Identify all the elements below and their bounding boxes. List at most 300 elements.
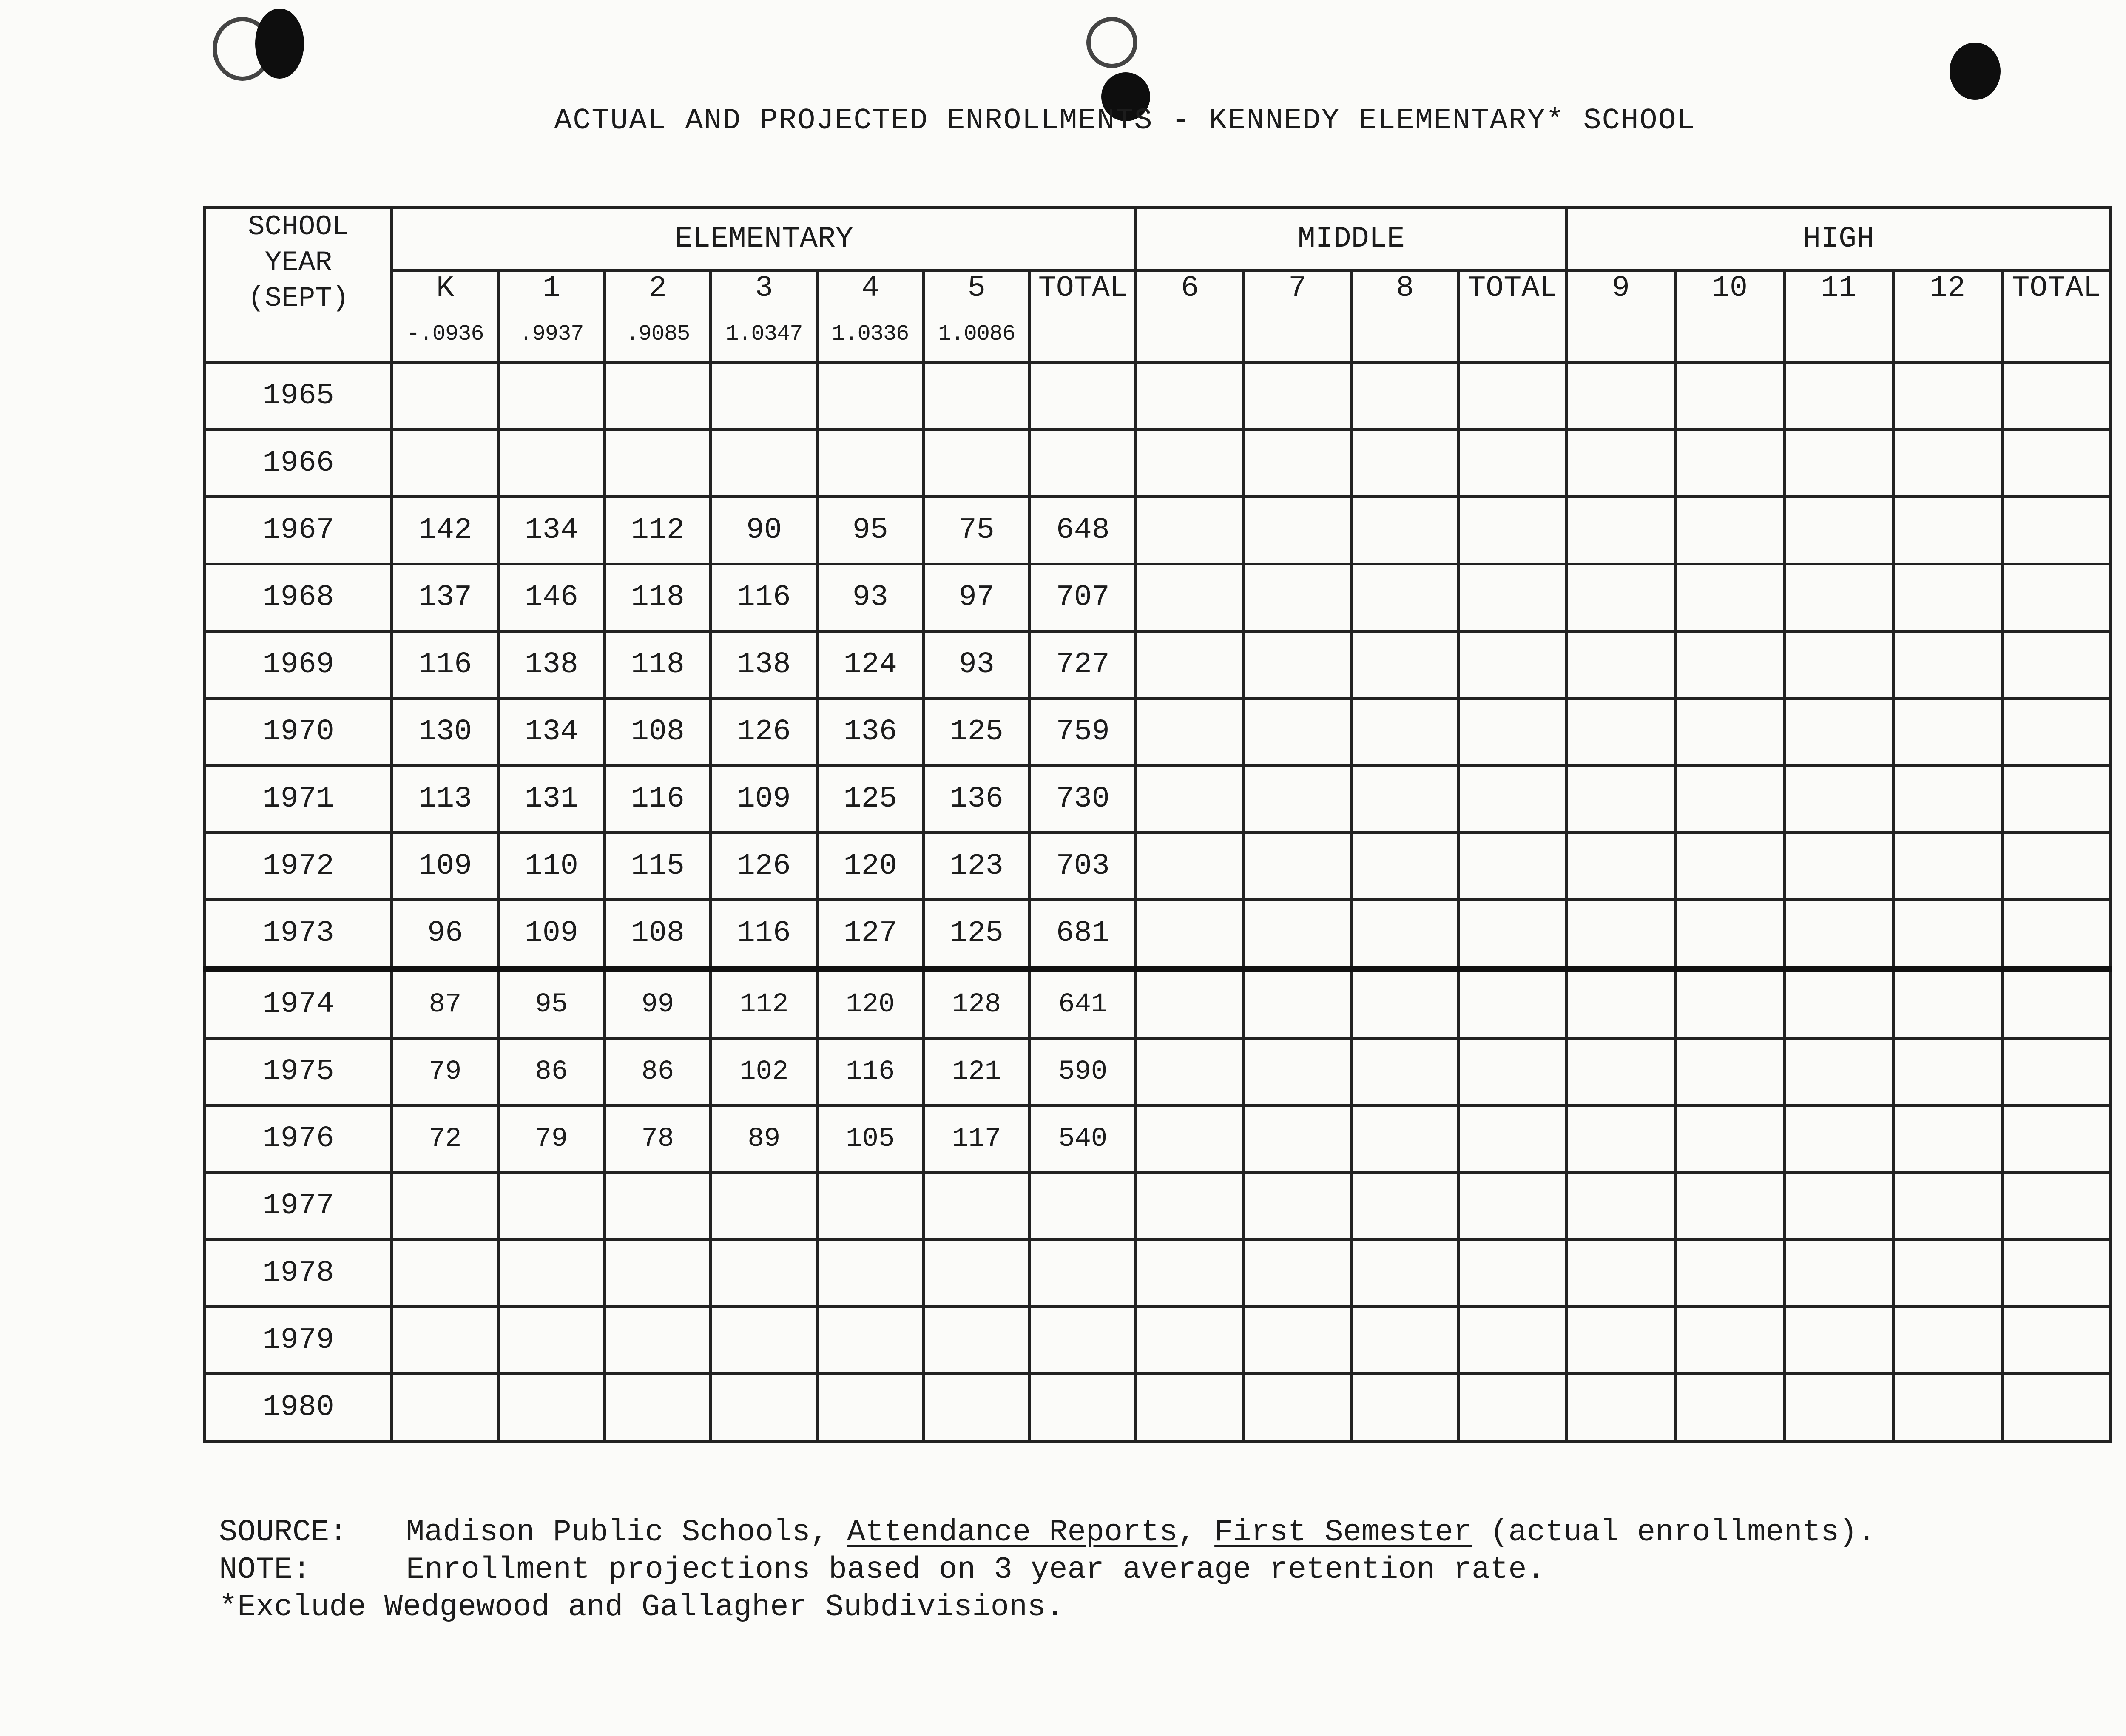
high-cell <box>1893 564 2002 631</box>
table-row <box>205 1307 2111 1374</box>
high-cell <box>1893 1038 2002 1105</box>
elementary-cell: 136 <box>924 766 1030 833</box>
elementary-cell: 105 <box>817 1105 924 1173</box>
elementary-cell: 590 <box>1030 1038 1136 1105</box>
high-cell <box>2002 497 2111 564</box>
elementary-cell: 95 <box>817 497 924 564</box>
high-cell <box>1784 497 1893 564</box>
middle-cell <box>1351 430 1459 497</box>
retention-rate: 1.0347 <box>725 321 803 347</box>
year-cell: 1968 <box>205 564 392 631</box>
elementary-cell: 95 <box>498 969 605 1038</box>
high-cell <box>1893 833 2002 900</box>
elementary-cell: 97 <box>924 564 1030 631</box>
elementary-cell: 116 <box>392 631 498 699</box>
grade-label: TOTAL <box>1468 272 1558 305</box>
middle-cell <box>1459 900 1566 969</box>
high-cell <box>1784 564 1893 631</box>
elementary-cell: 128 <box>924 969 1030 1038</box>
high-cell <box>1784 699 1893 766</box>
year-cell: 1972 <box>205 833 392 900</box>
elementary-cell: 96 <box>392 900 498 969</box>
elementary-cell: 134 <box>498 699 605 766</box>
elementary-cell: 120 <box>817 969 924 1038</box>
middle-cell <box>1244 1173 1351 1240</box>
elementary-cell <box>392 1173 498 1240</box>
high-cell <box>2002 1105 2111 1173</box>
middle-cell <box>1136 631 1244 699</box>
middle-cell <box>1136 1307 1244 1374</box>
high-cell <box>1675 1038 1784 1105</box>
table-row <box>205 631 2111 699</box>
elementary-cell: 87 <box>392 969 498 1038</box>
middle-cell <box>1244 430 1351 497</box>
grade-label: 7 <box>1288 272 1307 305</box>
high-cell <box>2002 631 2111 699</box>
elementary-cell: 116 <box>817 1038 924 1105</box>
grade-label: 10 <box>1711 272 1748 305</box>
grade-header-cell <box>2002 270 2111 363</box>
high-cell <box>1893 1307 2002 1374</box>
grade-label: 8 <box>1396 272 1414 305</box>
elementary-cell: 648 <box>1030 497 1136 564</box>
school-year-header-line2: YEAR <box>264 247 332 278</box>
high-cell <box>1784 900 1893 969</box>
elementary-cell <box>498 1240 605 1307</box>
elementary-cell: 93 <box>924 631 1030 699</box>
middle-cell <box>1351 497 1459 564</box>
source-first-semester: First Semester <box>1214 1515 1472 1550</box>
middle-cell <box>1351 833 1459 900</box>
grade-header-cell <box>1136 270 1244 363</box>
high-cell <box>2002 833 2111 900</box>
middle-cell <box>1351 900 1459 969</box>
retention-rate: .9937 <box>519 321 584 347</box>
table-row <box>205 969 2111 1038</box>
elementary-cell <box>605 1374 711 1441</box>
middle-cell <box>1244 1374 1351 1441</box>
elementary-cell: 123 <box>924 833 1030 900</box>
middle-cell <box>1459 564 1566 631</box>
elementary-cell <box>711 1374 817 1441</box>
high-cell <box>1784 1240 1893 1307</box>
high-cell <box>1675 766 1784 833</box>
table-row <box>205 497 2111 564</box>
middle-cell <box>1459 1038 1566 1105</box>
table-row <box>205 1038 2111 1105</box>
high-cell <box>1675 699 1784 766</box>
elementary-cell <box>924 1374 1030 1441</box>
high-cell <box>1675 969 1784 1038</box>
grade-label: TOTAL <box>1038 272 1128 305</box>
elementary-cell <box>817 430 924 497</box>
high-cell <box>1675 430 1784 497</box>
table-row <box>205 1374 2111 1441</box>
grade-label: 6 <box>1181 272 1199 305</box>
elementary-cell: 138 <box>711 631 817 699</box>
elementary-cell: 142 <box>392 497 498 564</box>
middle-cell <box>1136 900 1244 969</box>
high-cell <box>1784 430 1893 497</box>
elementary-cell <box>605 430 711 497</box>
elementary-cell: 730 <box>1030 766 1136 833</box>
table-row <box>205 1173 2111 1240</box>
elementary-cell: 86 <box>498 1038 605 1105</box>
middle-cell <box>1136 497 1244 564</box>
school-year-header-line3: (SEPT) <box>247 282 349 314</box>
elementary-cell: 109 <box>392 833 498 900</box>
elementary-cell <box>392 1374 498 1441</box>
middle-cell <box>1136 1105 1244 1173</box>
middle-cell <box>1244 1307 1351 1374</box>
grade-header-cell <box>1030 270 1136 363</box>
grade-label: 2 <box>648 272 667 305</box>
middle-cell <box>1351 1307 1459 1374</box>
elementary-cell <box>392 1307 498 1374</box>
elementary-cell: 118 <box>605 631 711 699</box>
year-cell: 1974 <box>205 969 392 1038</box>
high-cell <box>1675 900 1784 969</box>
middle-cell <box>1459 833 1566 900</box>
high-cell <box>1566 1374 1675 1441</box>
exclude-text: *Exclude Wedgewood and Gallagher Subdivisions. <box>219 1590 1064 1625</box>
elementary-group-header: ELEMENTARY <box>392 208 1136 270</box>
grade-label: 5 <box>967 272 986 305</box>
elementary-cell: 115 <box>605 833 711 900</box>
high-cell <box>2002 1374 2111 1441</box>
elementary-cell: 113 <box>392 766 498 833</box>
elementary-cell <box>605 1240 711 1307</box>
middle-cell <box>1351 1173 1459 1240</box>
school-year-header-line1: SCHOOL <box>247 211 349 243</box>
high-cell <box>1784 1038 1893 1105</box>
grade-header-cell <box>1459 270 1566 363</box>
high-cell <box>2002 969 2111 1038</box>
middle-cell <box>1244 969 1351 1038</box>
note-line <box>219 1551 2126 1588</box>
elementary-cell: 759 <box>1030 699 1136 766</box>
middle-cell <box>1459 1173 1566 1240</box>
elementary-cell: 118 <box>605 564 711 631</box>
retention-rate: 1.0336 <box>832 321 909 347</box>
punch-hole-center-ring <box>1086 17 1137 68</box>
grade-header-cell <box>1784 270 1893 363</box>
grade-label: K <box>436 272 454 305</box>
source-text: Madison Public Schools, <box>406 1515 847 1550</box>
elementary-cell: 116 <box>711 564 817 631</box>
table-row <box>205 766 2111 833</box>
elementary-cell <box>711 363 817 430</box>
middle-cell <box>1136 430 1244 497</box>
middle-cell <box>1136 564 1244 631</box>
high-cell <box>1566 1038 1675 1105</box>
middle-cell <box>1351 1240 1459 1307</box>
elementary-cell: 108 <box>605 699 711 766</box>
high-cell <box>1675 631 1784 699</box>
high-cell <box>2002 1240 2111 1307</box>
elementary-cell: 130 <box>392 699 498 766</box>
elementary-cell: 131 <box>498 766 605 833</box>
high-cell <box>1566 363 1675 430</box>
elementary-cell <box>817 1307 924 1374</box>
year-cell: 1978 <box>205 1240 392 1307</box>
middle-cell <box>1459 766 1566 833</box>
elementary-cell <box>498 1173 605 1240</box>
middle-cell <box>1351 1374 1459 1441</box>
elementary-cell: 99 <box>605 969 711 1038</box>
grade-label: 4 <box>861 272 879 305</box>
elementary-cell <box>605 1307 711 1374</box>
punch-hole-right <box>1950 43 2001 100</box>
grade-header-cell <box>711 270 817 363</box>
high-cell <box>1566 699 1675 766</box>
elementary-cell <box>817 1374 924 1441</box>
middle-cell <box>1351 1105 1459 1173</box>
high-cell <box>1893 363 2002 430</box>
elementary-cell: 125 <box>817 766 924 833</box>
elementary-cell <box>924 430 1030 497</box>
middle-cell <box>1136 833 1244 900</box>
middle-cell <box>1244 766 1351 833</box>
elementary-cell: 121 <box>924 1038 1030 1105</box>
source-label: SOURCE: <box>219 1515 348 1550</box>
high-cell <box>1566 564 1675 631</box>
grade-header-cell <box>817 270 924 363</box>
middle-cell <box>1459 969 1566 1038</box>
middle-cell <box>1459 699 1566 766</box>
middle-cell <box>1459 631 1566 699</box>
year-cell: 1969 <box>205 631 392 699</box>
middle-cell <box>1244 1240 1351 1307</box>
elementary-cell <box>498 1374 605 1441</box>
middle-cell <box>1351 631 1459 699</box>
grade-header-cell <box>1566 270 1675 363</box>
elementary-cell <box>711 1173 817 1240</box>
high-cell <box>1566 766 1675 833</box>
high-cell <box>1784 969 1893 1038</box>
elementary-cell <box>817 1173 924 1240</box>
high-cell <box>1893 631 2002 699</box>
table-row <box>205 900 2111 969</box>
middle-cell <box>1244 833 1351 900</box>
high-cell <box>1566 1105 1675 1173</box>
middle-cell <box>1244 900 1351 969</box>
footer-notes <box>219 1514 2126 1626</box>
elementary-cell <box>392 430 498 497</box>
punch-hole-left-fill <box>255 9 304 79</box>
elementary-cell <box>711 1307 817 1374</box>
elementary-cell <box>392 363 498 430</box>
elementary-cell: 125 <box>924 699 1030 766</box>
high-cell <box>1893 1374 2002 1441</box>
middle-cell <box>1459 1307 1566 1374</box>
middle-cell <box>1136 363 1244 430</box>
table-row <box>205 430 2111 497</box>
high-cell <box>1784 363 1893 430</box>
grade-header-row <box>205 270 2111 363</box>
elementary-cell <box>711 430 817 497</box>
year-cell: 1973 <box>205 900 392 969</box>
note-text: Enrollment projections based on 3 year average retention rate. <box>406 1552 1545 1587</box>
note-label: NOTE: <box>219 1552 311 1587</box>
enrollment-table <box>203 206 2112 1443</box>
high-cell <box>1784 1307 1893 1374</box>
elementary-cell <box>817 363 924 430</box>
elementary-cell <box>817 1240 924 1307</box>
elementary-cell <box>498 1307 605 1374</box>
elementary-cell: 540 <box>1030 1105 1136 1173</box>
elementary-cell <box>392 1240 498 1307</box>
elementary-cell <box>1030 1374 1136 1441</box>
elementary-cell: 75 <box>924 497 1030 564</box>
high-cell <box>1675 1173 1784 1240</box>
elementary-cell <box>1030 1173 1136 1240</box>
high-cell <box>1893 1173 2002 1240</box>
middle-cell <box>1459 363 1566 430</box>
elementary-cell <box>498 430 605 497</box>
high-cell <box>2002 1173 2111 1240</box>
middle-cell <box>1136 1374 1244 1441</box>
elementary-cell: 112 <box>711 969 817 1038</box>
elementary-cell: 90 <box>711 497 817 564</box>
elementary-cell: 79 <box>392 1038 498 1105</box>
high-cell <box>1566 900 1675 969</box>
middle-cell <box>1351 564 1459 631</box>
enrollment-table-body <box>205 363 2111 1441</box>
elementary-cell: 117 <box>924 1105 1030 1173</box>
high-cell <box>1784 833 1893 900</box>
grade-header-cell <box>924 270 1030 363</box>
high-cell <box>1566 497 1675 564</box>
elementary-cell: 109 <box>711 766 817 833</box>
high-cell <box>2002 564 2111 631</box>
elementary-cell: 110 <box>498 833 605 900</box>
high-cell <box>1893 1105 2002 1173</box>
high-cell <box>2002 363 2111 430</box>
elementary-cell <box>924 1307 1030 1374</box>
high-cell <box>2002 430 2111 497</box>
middle-cell <box>1459 497 1566 564</box>
middle-cell <box>1244 631 1351 699</box>
middle-cell <box>1136 1038 1244 1105</box>
high-cell <box>1566 430 1675 497</box>
elementary-cell: 79 <box>498 1105 605 1173</box>
high-cell <box>1566 1307 1675 1374</box>
middle-cell <box>1351 699 1459 766</box>
year-cell: 1971 <box>205 766 392 833</box>
high-cell <box>1675 1307 1784 1374</box>
middle-cell <box>1244 363 1351 430</box>
elementary-cell: 125 <box>924 900 1030 969</box>
high-cell <box>1566 969 1675 1038</box>
grade-label: 3 <box>755 272 773 305</box>
elementary-cell <box>605 1173 711 1240</box>
middle-cell <box>1244 1038 1351 1105</box>
year-cell: 1976 <box>205 1105 392 1173</box>
high-cell <box>1893 766 2002 833</box>
middle-cell <box>1244 1105 1351 1173</box>
high-cell <box>1675 497 1784 564</box>
high-cell <box>1893 497 2002 564</box>
source-separator: , <box>1177 1515 1215 1550</box>
high-cell <box>1784 631 1893 699</box>
table-row <box>205 564 2111 631</box>
middle-cell <box>1459 430 1566 497</box>
elementary-cell <box>1030 363 1136 430</box>
grade-label: 12 <box>1930 272 1966 305</box>
grade-label: TOTAL <box>2012 272 2101 305</box>
elementary-cell <box>605 363 711 430</box>
year-cell: 1970 <box>205 699 392 766</box>
exclude-line <box>219 1588 2126 1626</box>
high-cell <box>1893 969 2002 1038</box>
year-cell: 1977 <box>205 1173 392 1240</box>
elementary-cell: 707 <box>1030 564 1136 631</box>
elementary-cell: 116 <box>605 766 711 833</box>
year-cell: 1967 <box>205 497 392 564</box>
middle-cell <box>1351 766 1459 833</box>
high-cell <box>1566 1173 1675 1240</box>
high-cell <box>1566 833 1675 900</box>
high-cell <box>1784 766 1893 833</box>
grade-header-cell <box>1244 270 1351 363</box>
high-cell <box>1566 631 1675 699</box>
high-cell <box>1675 1374 1784 1441</box>
middle-cell <box>1244 497 1351 564</box>
high-cell <box>1893 1240 2002 1307</box>
elementary-cell <box>924 1173 1030 1240</box>
middle-cell <box>1136 699 1244 766</box>
high-cell <box>1893 430 2002 497</box>
middle-cell <box>1136 969 1244 1038</box>
elementary-cell: 93 <box>817 564 924 631</box>
high-cell <box>1675 564 1784 631</box>
middle-cell <box>1351 1038 1459 1105</box>
elementary-cell: 727 <box>1030 631 1136 699</box>
grade-header-cell <box>1351 270 1459 363</box>
table-row <box>205 1105 2111 1173</box>
page-title: ACTUAL AND PROJECTED ENROLLMENTS - KENNEDY ELEMENTARY* SCHOOL <box>554 104 1696 138</box>
grade-label: 9 <box>1612 272 1630 305</box>
high-cell <box>1893 900 2002 969</box>
year-cell: 1979 <box>205 1307 392 1374</box>
elementary-cell: 146 <box>498 564 605 631</box>
retention-rate: .9085 <box>625 321 690 347</box>
elementary-cell: 138 <box>498 631 605 699</box>
middle-cell <box>1351 363 1459 430</box>
elementary-cell: 108 <box>605 900 711 969</box>
middle-cell <box>1244 699 1351 766</box>
elementary-cell: 116 <box>711 900 817 969</box>
elementary-cell <box>498 363 605 430</box>
elementary-cell: 109 <box>498 900 605 969</box>
elementary-cell: 120 <box>817 833 924 900</box>
middle-cell <box>1351 969 1459 1038</box>
source-suffix: (actual enrollments). <box>1472 1515 1876 1550</box>
high-cell <box>1784 1105 1893 1173</box>
high-cell <box>2002 1038 2111 1105</box>
high-cell <box>1784 1173 1893 1240</box>
elementary-cell: 124 <box>817 631 924 699</box>
grade-label: 11 <box>1821 272 1857 305</box>
year-cell: 1980 <box>205 1374 392 1441</box>
elementary-cell: 126 <box>711 699 817 766</box>
elementary-cell: 102 <box>711 1038 817 1105</box>
year-cell: 1966 <box>205 430 392 497</box>
grade-header-cell <box>605 270 711 363</box>
high-cell <box>1566 1240 1675 1307</box>
elementary-cell: 86 <box>605 1038 711 1105</box>
